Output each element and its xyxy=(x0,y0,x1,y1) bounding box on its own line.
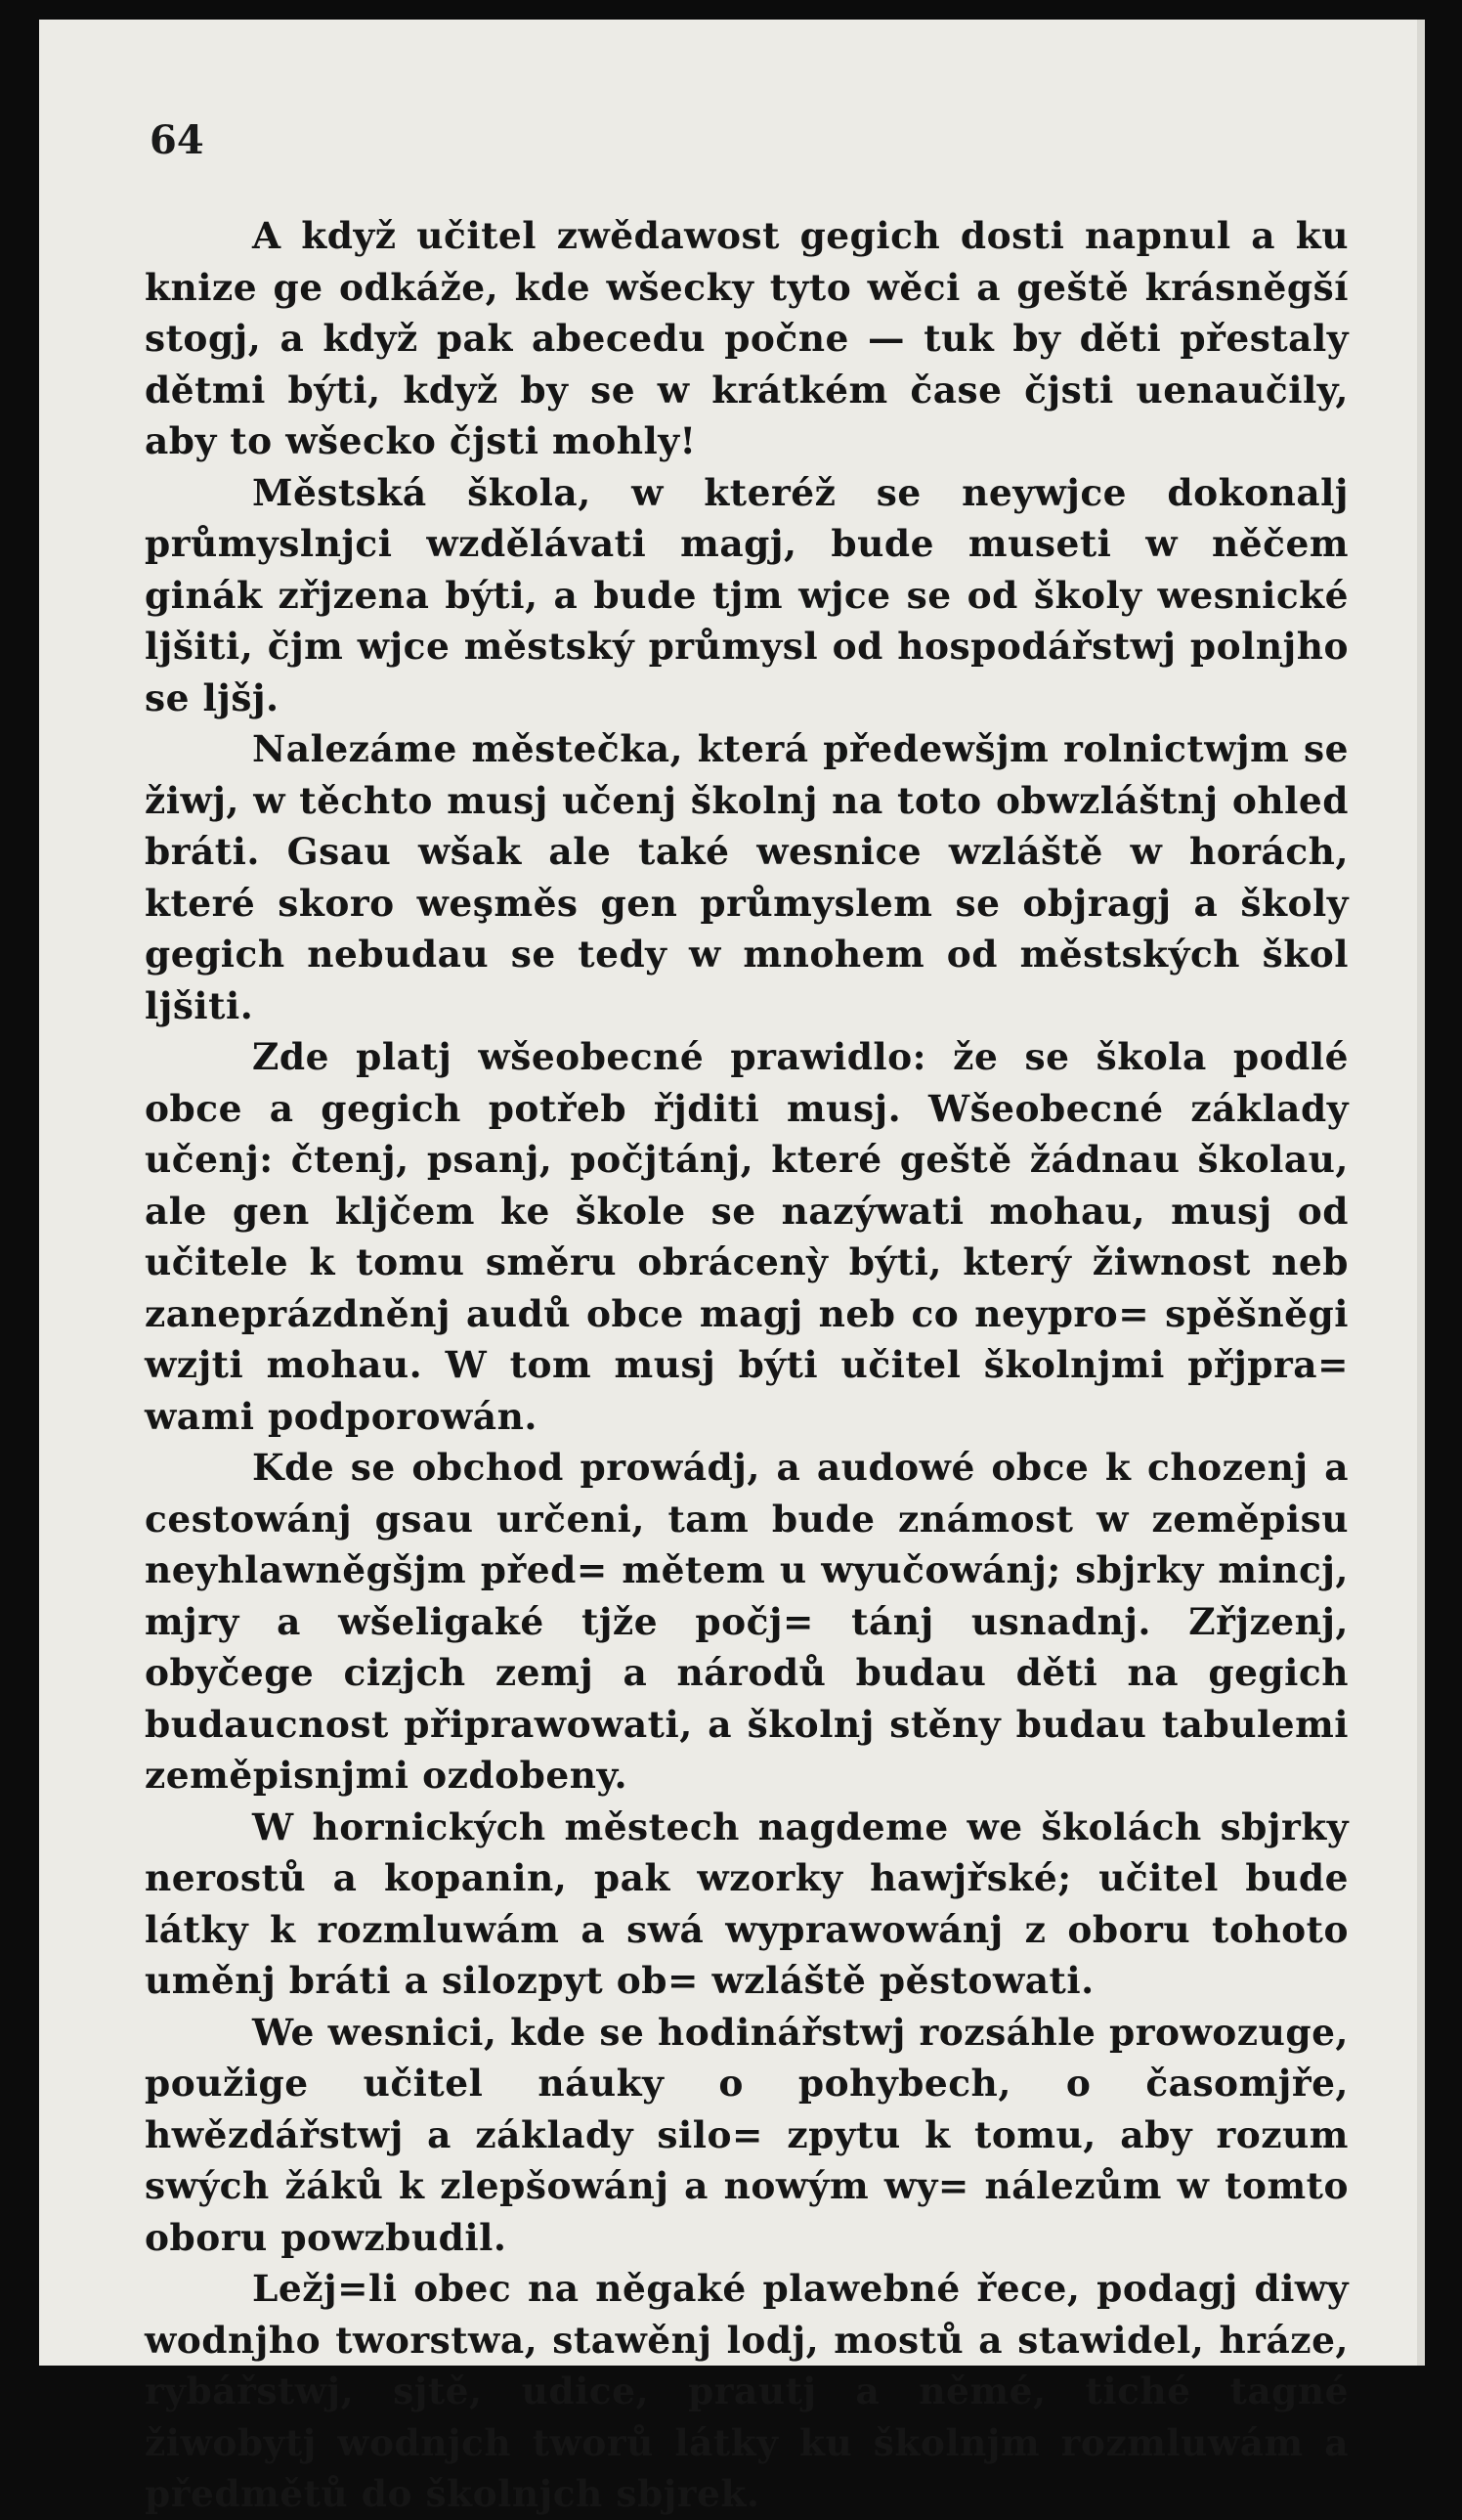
paragraph: Městská škola, w kteréž se neywjce dokonalj průmyslnjci wzdělávati magj, bude museti w něčem ginák zřjzena býti, a bude tjm wjce se od školy wesnické ljšiti, čjm wjce městský průmysl od hospodářstwj polnjho se ljšj. xyxy=(145,470,1349,719)
page-number: 64 xyxy=(150,117,204,163)
paragraph: A když učitel zwědawost gegich dosti napnul a ku knize ge odkáže, kde wšecky tyto wěci a geště krásněgší stogj, a když pak abecedu počne — tuk by děti přestaly dětmi býti, když by se w krátkém čase čjsti uenaučily, aby to wšecko čjsti mohly! xyxy=(145,214,1349,462)
body-text xyxy=(145,210,1349,2520)
paragraph: Ležj=li obec na něgaké plawebné řece, podagj diwy wodnjho tworstwa, stawěnj lodj, mostů a stawidel, hráze, rybářstwj, sjtě, udice, prautj a němé, tiché tagné žiwobytj wodnjch tworů látky ku školnjm rozmluwám a předmětů do školnjch sbjrek. xyxy=(145,2267,1349,2515)
paragraph: Nalezáme městečka, která předewšjm rolnictwjm se žiwj, w těchto musj učenj školnj na toto obwzláštnj ohled bráti. Gsau wšak ale také wesnice wzláště w horách, které skoro weşměs gen průmyslem se objragj a školy gegich nebudau se tedy w mnohem od městských škol ljšiti. xyxy=(145,727,1349,1027)
paragraph: We wesnici, kde se hodinářstwj rozsáhle prowozuge, použige učitel náuky o pohybech, o časomjře, hwězdářstwj a základy silo= zpytu k tomu, aby rozum swých žáků k zlepšowánj a nowým wy= nálezům w tomto oboru powzbudil. xyxy=(145,2010,1349,2259)
paragraph: Zde platj wšeobecné prawidlo: že se škola podlé obce a gegich potřeb řjditi musj. Wšeobecné základy učenj: čtenj, psanj, počjtánj, které geště žádnau školau, ale gen kljčem ke škole se nazýwati mohau, musj od učitele k tomu směru obrácenỳ býti, který žiwnost neb zaneprázdněnj audů obce magj neb co neypro= spěšněgi wzjti mohau. W tom musj býti učitel školnjmi přjpra= wami podporowán. xyxy=(145,1035,1349,1438)
paragraph: W hornických městech nagdeme we školách sbjrky nerostů a kopanin, pak wzorky hawjřské; učitel bude látky k rozmluwám a swá wyprawowánj z oboru tohoto uměnj bráti a silozpyt ob= wzláště pěstowati. xyxy=(145,1804,1349,2002)
book-page xyxy=(39,20,1425,2515)
paragraph: Kde se obchod prowádj, a audowé obce k chozenj a cestowánj gsau určeni, tam bude známost w zeměpisu neyhlawněgšjm před= mětem u wyučowánj; sbjrky mincj, mjry a wšeligaké tjže počj= tánj usnadnj. Zřjzenj, obyčege cizjch zemj a národů budau děti na gegich budaucnost připrawowati, a školnj stěny budau tabulemi zeměpisnjmi ozdobeny. xyxy=(145,1446,1349,1797)
